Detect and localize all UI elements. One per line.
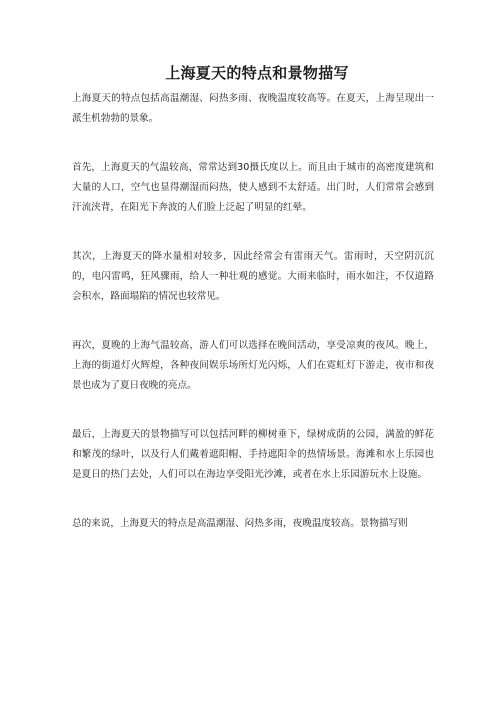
paragraph-temperature: 首先，上海夏天的气温较高，常常达到30摄氏度以上。而且由于城市的高密度建筑和大量的人口，空气也显得潮湿而闷热，使人感到不太舒适。出门时，人们常常会感到汗流浃背，在阳光下奔波的人们脸上泛起了明显的红晕。 [72, 162, 434, 213]
paragraph-scenery: 最后，上海夏天的景物描写可以包括河畔的柳树垂下，绿树成荫的公园，满盈的鲜花和繁茂的绿叶，以及行人们戴着遮阳帽、手持遮阳伞的热情场景。海滩和水上乐园也是夏日的热门去处，人们可以在海边享受阳光沙滩，或者在水上乐园游玩水上设施。 [72, 429, 434, 480]
paragraph-intro: 上海夏天的特点包括高温潮湿、闷热多雨、夜晚温度较高等。在夏天，上海呈现出一派生机勃勃的景象。 [72, 93, 434, 124]
paragraph-summary: 总的来说，上海夏天的特点是高温潮湿、闷热多雨，夜晚温度较高。景物描写则 [72, 518, 408, 529]
paragraph-evening: 再次，夏晚的上海气温较高，游人们可以选择在晚间活动，享受凉爽的夜风。晚上，上海的街道灯火辉煌，各种夜间娱乐场所灯光闪烁，人们在霓虹灯下游走，夜市和夜景也成为了夏日夜晚的亮点。 [72, 340, 434, 391]
document-title: 上海夏天的特点和景物描写 [165, 64, 349, 82]
paragraph-rainfall: 其次，上海夏天的降水量相对较多，因此经常会有雷雨天气。雷雨时，天空阴沉沉的，电闪雷鸣，狂风骤雨，给人一种壮观的感觉。大雨来临时，雨水如注，不仅道路会积水，路面塌陷的情况也较常见。 [72, 251, 434, 302]
